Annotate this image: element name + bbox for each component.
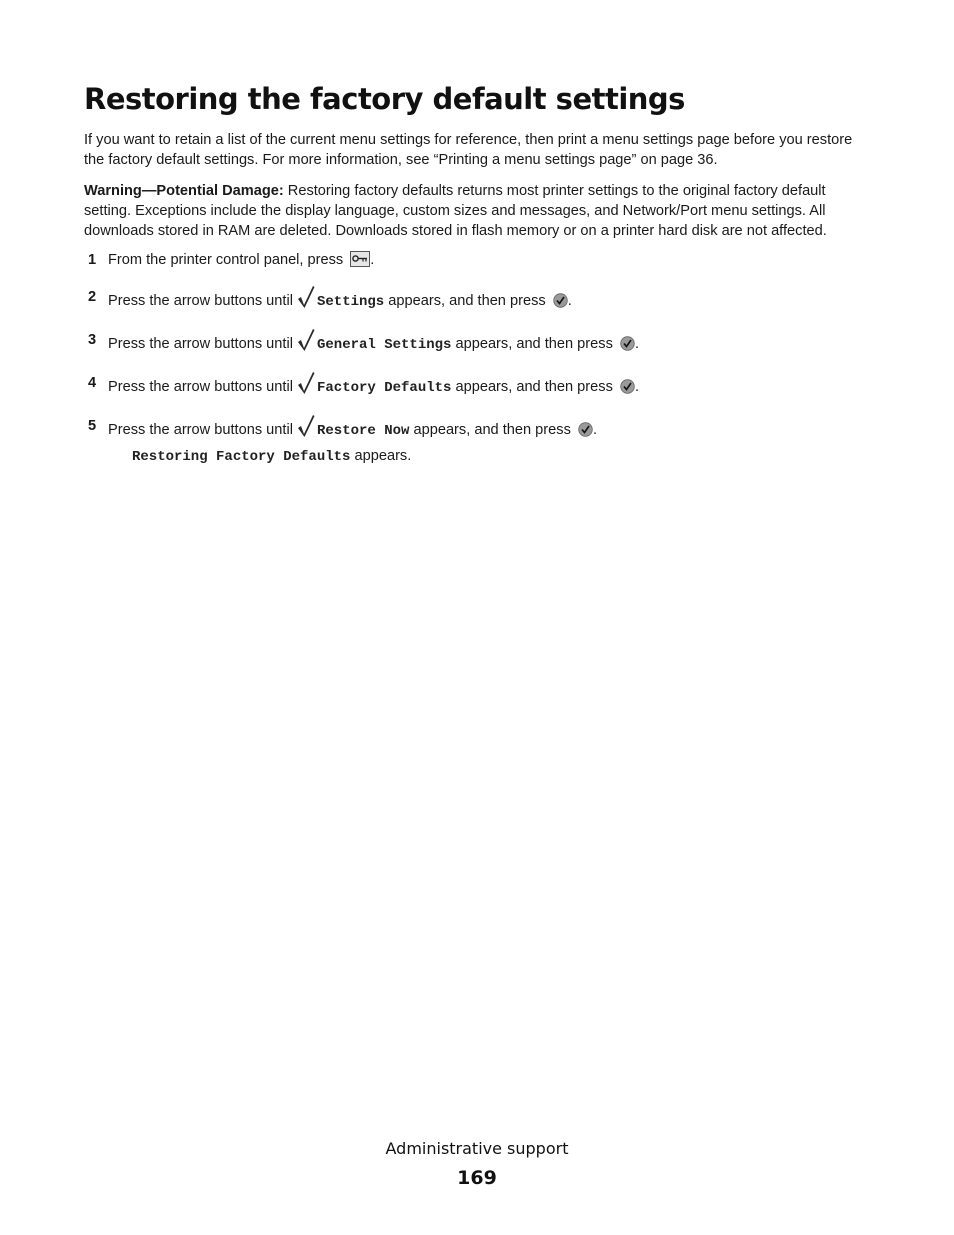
step-text: Press the arrow buttons until (108, 422, 297, 438)
step-text: From the printer control panel, press (108, 252, 348, 268)
menu-value: Settings (317, 294, 385, 310)
select-button-icon (553, 293, 568, 308)
step-text: Press the arrow buttons until (108, 293, 297, 309)
step-end: . (592, 422, 597, 438)
step-end: . (634, 379, 639, 395)
step-end: . (634, 336, 639, 352)
step-result (108, 445, 884, 468)
checkmark-icon (297, 285, 315, 309)
step-end: . (567, 293, 572, 309)
step-3 (84, 328, 884, 357)
menu-key-icon (350, 251, 370, 267)
checkmark-icon (297, 371, 315, 395)
select-button-icon (620, 336, 635, 351)
warning-label: Warning—Potential Damage: (84, 183, 284, 199)
step-1 (84, 248, 884, 272)
step-text: appears, and then press (384, 293, 550, 309)
select-button-icon (620, 379, 635, 394)
step-number: 2 (88, 289, 97, 305)
step-number: 5 (88, 418, 97, 434)
warning-text: Restoring factory defaults returns most printer settings to the original factory default setting. Exceptions include the display language, custom sizes and messages, and Network/Port menu settings. All downloads stored in RAM are deleted. Downloads stored in flash memory or on a printer hard disk are not affected. (84, 183, 827, 239)
intro-paragraph: If you want to retain a list of the current menu settings for reference, then print a menu settings page before you restore the factory default settings. For more information, see “Printing a menu settings page” on page 36. (84, 132, 853, 168)
step-text: appears, and then press (409, 422, 575, 438)
menu-value: Restore Now (317, 423, 410, 439)
step-2 (84, 285, 884, 314)
step-4 (84, 371, 884, 400)
menu-value: Factory Defaults (317, 380, 452, 396)
step-number: 4 (88, 375, 97, 391)
warning-paragraph (84, 181, 874, 241)
step-5 (84, 414, 884, 468)
step-number: 1 (88, 252, 97, 268)
page-title: Restoring the factory default settings (84, 82, 685, 116)
step-end: . (370, 252, 375, 268)
footer-section-name: Administrative support (385, 1139, 569, 1158)
step-number: 3 (88, 332, 97, 348)
checkmark-icon (297, 328, 315, 352)
step-text: appears, and then press (451, 336, 617, 352)
checkmark-icon (297, 414, 315, 438)
step-text: Press the arrow buttons until (108, 379, 297, 395)
select-button-icon (578, 422, 593, 437)
page-number: 169 (457, 1167, 497, 1189)
result-text: appears. (350, 448, 412, 464)
step-text: Press the arrow buttons until (108, 336, 297, 352)
step-text: appears, and then press (451, 379, 617, 395)
result-value: Restoring Factory Defaults (132, 449, 351, 465)
steps-list (84, 248, 884, 468)
menu-value: General Settings (317, 337, 452, 353)
